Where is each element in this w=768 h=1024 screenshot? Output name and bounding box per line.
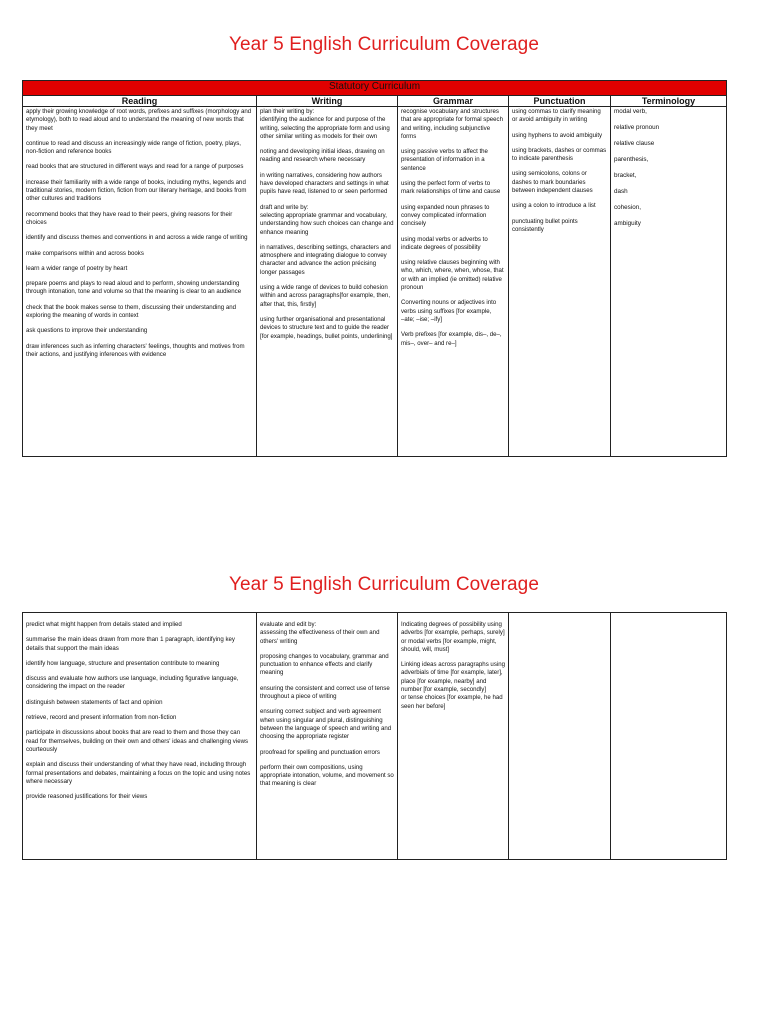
reading-item: identify and discuss themes and conventions in and across a wide range of writing <box>26 234 248 242</box>
writing-cell <box>257 107 398 457</box>
reading-item: draw inferences such as inferring characters' feelings, thoughts and motives from their actions, and justifying inferences with evidence <box>26 342 245 358</box>
reading-item: participate in discussions about books that are read to them and those they can read for themselves, building on their own and others' ideas and challenging views courteously <box>26 729 249 753</box>
writing-item: perform their own compositions, using appropriate intonation, volume, and movement so that meaning is clear <box>260 763 394 788</box>
terminology-item: relative pronoun <box>614 124 660 131</box>
reading-item: apply their growing knowledge of root words, prefixes and suffixes (morphology and etymology), both to read aloud and to understand the meaning of new words that they meet <box>26 108 252 132</box>
header-writing: Writing <box>257 96 398 107</box>
reading-item: check that the book makes sense to them, discussing their understanding and exploring the meaning of words in context <box>26 303 237 320</box>
writing-item: using a wide range of devices to build cohesion within and across paragraphs[for example, then, after that, this, firstly] <box>260 284 391 308</box>
grammar-item: using the perfect form of verbs to mark relationships of time and cause <box>401 180 501 196</box>
statutory-banner: Statutory Curriculum <box>23 81 727 96</box>
punctuation-item: using commas to clarify meaning or avoid ambiguity in writing <box>512 108 601 124</box>
grammar-item: recognise vocabulary and structures that are appropriate for formal speech and writing, including subjunctive forms <box>401 108 503 140</box>
terminology-item: cohesion, <box>614 204 641 211</box>
writing-cell-continued <box>257 613 398 860</box>
header-grammar: Grammar <box>398 96 509 107</box>
reading-item: discuss and evaluate how authors use language, including figurative language, considering the impact on the reader <box>26 675 239 691</box>
reading-item: provide reasoned justifications for their views <box>26 793 148 801</box>
grammar-item: using modal verbs or adverbs to indicate degrees of possibility <box>401 235 488 251</box>
writing-item: proposing changes to vocabulary, grammar and punctuation to enhance effects and clarify meaning <box>260 652 389 677</box>
grammar-item: Linking ideas across paragraphs using adverbials of time [for example, later], place [for example, nearby] and number [for example, secondly] or tense choices [for example, he had seen her before] <box>401 661 505 710</box>
punctuation-item: using brackets, dashes or commas to indicate parenthesis <box>512 146 607 163</box>
writing-item: proofread for spelling and punctuation errors <box>260 748 380 756</box>
reading-item: distinguish between statements of fact and opinion <box>26 698 163 706</box>
grammar-item: using expanded noun phrases to convey complicated information concisely <box>401 203 490 228</box>
terminology-cell <box>611 107 727 457</box>
reading-item: summarise the main ideas drawn from more than 1 paragraph, identifying key details that support the main ideas <box>26 636 235 652</box>
reading-cell-continued <box>23 613 257 860</box>
reading-item: read books that are structured in different ways and read for a range of purposes <box>26 163 244 171</box>
terminology-item: modal verb, <box>614 108 647 115</box>
reading-item: predict what might happen from details stated and implied <box>26 621 182 628</box>
punctuation-item: punctuating bullet points consistently <box>512 217 578 233</box>
content-row-continued <box>23 613 727 860</box>
reading-item: prepare poems and plays to read aloud and to perform, showing understanding through intonation, tone and volume so that the meaning is clear to an audience <box>26 280 242 296</box>
terminology-cell-continued <box>611 613 727 860</box>
header-terminology: Terminology <box>611 96 727 107</box>
terminology-item: dash <box>614 188 628 195</box>
reading-item: recommend books that they have read to their peers, giving reasons for their choices <box>26 210 233 226</box>
statutory-banner-row <box>23 81 727 96</box>
writing-item: using further organisational and presentational devices to structure text and to guide the reader [for example, headings, bullet points, underlining] <box>260 315 393 340</box>
grammar-cell <box>398 107 509 457</box>
reading-cell <box>23 107 257 457</box>
writing-item: in writing narratives, considering how authors have developed characters and settings in what pupils have read, listened to or seen performed <box>260 171 389 196</box>
reading-item: identify how language, structure and presentation contribute to meaning <box>26 659 220 667</box>
header-punctuation: Punctuation <box>509 96 611 107</box>
punctuation-item: using a colon to introduce a list <box>512 202 596 210</box>
terminology-item: bracket, <box>614 172 637 179</box>
grammar-cell-continued <box>398 613 509 860</box>
reading-item: retrieve, record and present information from non-fiction <box>26 714 177 722</box>
writing-item: ensuring the consistent and correct use of tense throughout a piece of writing <box>260 684 390 701</box>
reading-item: continue to read and discuss an increasingly wide range of fiction, poetry, plays, non-fiction and reference books <box>26 139 241 156</box>
reading-item: learn a wider range of poetry by heart <box>26 264 128 272</box>
punctuation-cell-continued <box>509 613 611 860</box>
content-row <box>23 107 727 457</box>
curriculum-table-continued <box>22 612 727 860</box>
page-title-2: Year 5 English Curriculum Coverage <box>228 574 540 595</box>
punctuation-item: using hyphens to avoid ambiguity <box>512 131 603 139</box>
punctuation-cell <box>509 107 611 457</box>
reading-item: explain and discuss their understanding of what they have read, including through formal presentations and debates, maintaining a focus on the topic and using notes where necessary <box>26 761 251 785</box>
writing-item: evaluate and edit by: assessing the effectiveness of their own and others' writing <box>260 621 380 645</box>
curriculum-table-statutory <box>22 80 727 457</box>
grammar-item: using relative clauses beginning with who, which, where, when, whose, that or with an implied (ie omitted) relative pronoun <box>401 259 504 292</box>
grammar-item: Indicating degrees of possibility using adverbs [for example, perhaps, surely] or modal verbs [for example, might, should, will, must] <box>401 621 505 653</box>
writing-item: in narratives, describing settings, characters and atmosphere and integrating dialogue to convey character and advance the action précising longer passages <box>260 243 391 276</box>
punctuation-item: using semicolons, colons or dashes to mark boundaries between independent clauses <box>512 170 593 195</box>
reading-item: ask questions to improve their understanding <box>26 327 148 335</box>
terminology-item: ambiguity <box>614 220 641 227</box>
reading-item: increase their familiarity with a wide range of books, including myths, legends and traditional stories, modern fiction, fiction from our literary heritage, and books from other cultures and traditions <box>26 178 247 203</box>
header-reading: Reading <box>23 96 257 107</box>
reading-item: make comparisons within and across books <box>26 249 144 257</box>
writing-item: draft and write by: selecting appropriate grammar and vocabulary, understanding how such choices can change and enhance meaning <box>260 203 394 236</box>
terminology-item: relative clause <box>614 140 655 147</box>
writing-item: plan their writing by: identifying the audience for and purpose of the writing, selecting the appropriate form and using other similar writing as models for their own <box>260 108 390 140</box>
header-row <box>23 96 727 107</box>
writing-item: noting and developing initial ideas, drawing on reading and research where necessary <box>260 148 385 164</box>
page-title-1: Year 5 English Curriculum Coverage <box>228 34 540 55</box>
writing-item: ensuring correct subject and verb agreement when using singular and plural, distinguishing between the language of speech and writing and choosing the appropriate register <box>260 708 392 741</box>
grammar-item: using passive verbs to affect the presentation of information in a sentence <box>401 148 488 172</box>
terminology-item: parenthesis, <box>614 156 649 163</box>
grammar-item: Verb prefixes [for example, dis–, de–, mis–, over– and re–] <box>401 331 502 347</box>
grammar-item: Converting nouns or adjectives into verbs using suffixes [for example, –ate; –ise; –ify] <box>401 299 497 323</box>
